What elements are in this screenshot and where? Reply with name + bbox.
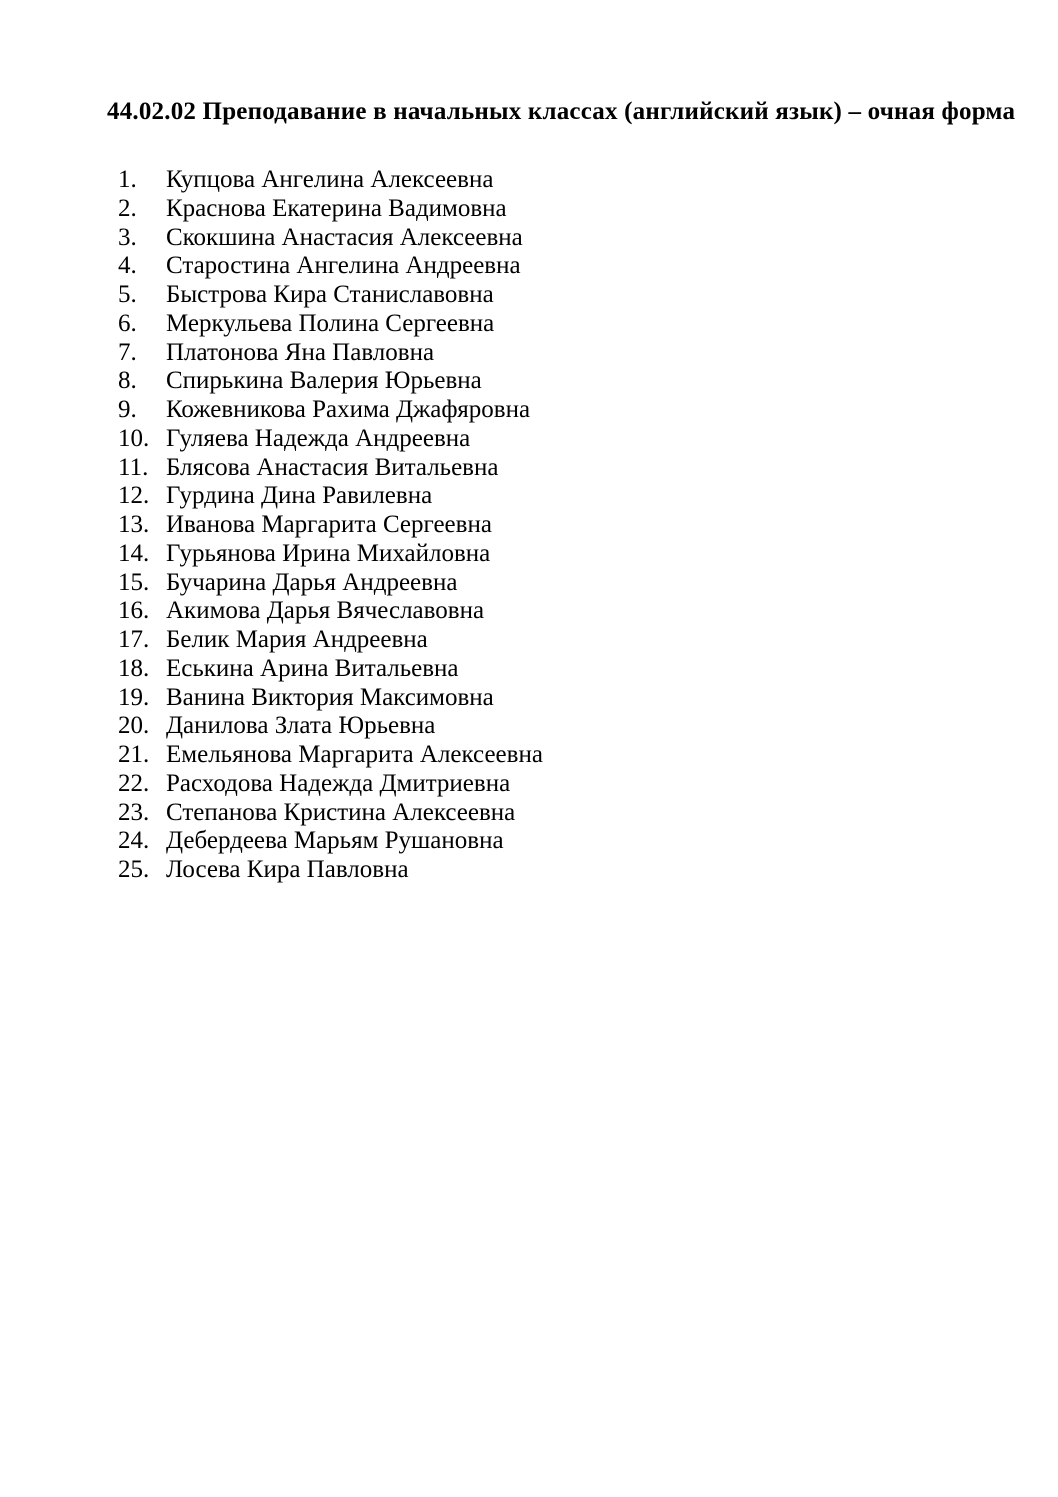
list-item	[118, 367, 543, 396]
list-item-number: 3.	[118, 223, 137, 251]
list-item-name: Бучарина Дарья Андреевна	[166, 568, 458, 596]
list-item-number: 9.	[118, 396, 137, 423]
list-item-number: 12.	[118, 482, 150, 510]
list-item-name: Иванова Маргарита Сергеевна	[166, 511, 492, 538]
student-list	[118, 166, 543, 885]
list-item	[118, 856, 543, 885]
list-item-name: Блясова Анастасия Витальевна	[166, 453, 499, 481]
list-item	[118, 684, 543, 713]
list-item-name: Краснова Екатерина Вадимовна	[166, 194, 507, 222]
list-item-name: Данилова Злата Юрьевна	[166, 712, 436, 740]
list-item	[118, 511, 543, 540]
list-item	[118, 597, 543, 626]
list-item-name: Купцова Ангелина Алексеевна	[166, 166, 494, 193]
list-item-number: 10.	[118, 424, 150, 452]
list-item	[118, 195, 543, 224]
list-item-number: 22.	[118, 769, 150, 797]
list-item-number: 5.	[118, 281, 137, 308]
list-item-name: Гурдина Дина Равилевна	[166, 482, 433, 510]
page-title: 44.02.02 Преподавание в начальных классах (английский язык) – очная форма	[107, 98, 1016, 125]
list-item	[118, 281, 543, 310]
list-item-number: 4.	[118, 252, 137, 280]
list-item	[118, 310, 543, 339]
list-item-number: 6.	[118, 309, 137, 337]
list-item	[118, 827, 543, 856]
list-item-number: 25.	[118, 856, 150, 883]
list-item-name: Расходова Надежда Дмитриевна	[166, 769, 511, 797]
list-item	[118, 425, 543, 454]
list-item	[118, 770, 543, 799]
list-item-name: Акимова Дарья Вячеславовна	[166, 597, 485, 625]
list-item-number: 20.	[118, 712, 150, 740]
list-item-name: Быстрова Кира Станиславовна	[166, 281, 494, 308]
list-item	[118, 540, 543, 569]
list-item-number: 16.	[118, 597, 150, 625]
list-item	[118, 454, 543, 483]
list-item-name: Кожевникова Рахима Джафяровна	[166, 396, 531, 423]
list-item-number: 15.	[118, 568, 150, 596]
list-item	[118, 252, 543, 281]
list-item-number: 17.	[118, 626, 150, 653]
list-item-name: Старостина Ангелина Андреевна	[166, 252, 521, 280]
list-item-name: Меркульева Полина Сергеевна	[166, 309, 495, 337]
list-item	[118, 626, 543, 655]
list-item-name: Скокшина Анастасия Алексеевна	[166, 223, 523, 251]
list-item	[118, 569, 543, 598]
list-item-number: 24.	[118, 827, 150, 855]
list-item-number: 18.	[118, 654, 150, 682]
list-item-name: Ванина Виктория Максимовна	[166, 683, 494, 711]
list-item	[118, 799, 543, 828]
list-item-number: 23.	[118, 798, 150, 826]
list-item-number: 21.	[118, 741, 150, 768]
list-item-name: Лосева Кира Павловна	[166, 856, 409, 883]
list-item-number: 2.	[118, 194, 137, 222]
list-item-name: Гуляева Надежда Андреевна	[166, 424, 471, 452]
list-item-number: 7.	[118, 338, 137, 366]
list-item-number: 8.	[118, 367, 137, 395]
list-item	[118, 166, 543, 195]
list-item-number: 1.	[118, 166, 137, 193]
list-item-name: Спирькина Валерия Юрьевна	[166, 367, 482, 395]
list-item-name: Платонова Яна Павловна	[166, 338, 435, 366]
list-item	[118, 396, 543, 425]
list-item	[118, 712, 543, 741]
list-item-name: Белик Мария Андреевна	[166, 626, 428, 653]
list-item	[118, 482, 543, 511]
list-item-name: Гурьянова Ирина Михайловна	[166, 539, 491, 567]
list-item-number: 11.	[118, 453, 149, 481]
list-item-number: 19.	[118, 683, 150, 711]
list-item-name: Степанова Кристина Алексеевна	[166, 798, 516, 826]
list-item	[118, 655, 543, 684]
list-item	[118, 224, 543, 253]
list-item	[118, 339, 543, 368]
list-item-name: Емельянова Маргарита Алексеевна	[166, 741, 543, 768]
list-item-name: Дебердеева Марьям Рушановна	[166, 827, 504, 855]
list-item-number: 13.	[118, 511, 150, 538]
list-item-number: 14.	[118, 539, 150, 567]
list-item	[118, 741, 543, 770]
list-item-name: Еськина Арина Витальевна	[166, 654, 459, 682]
